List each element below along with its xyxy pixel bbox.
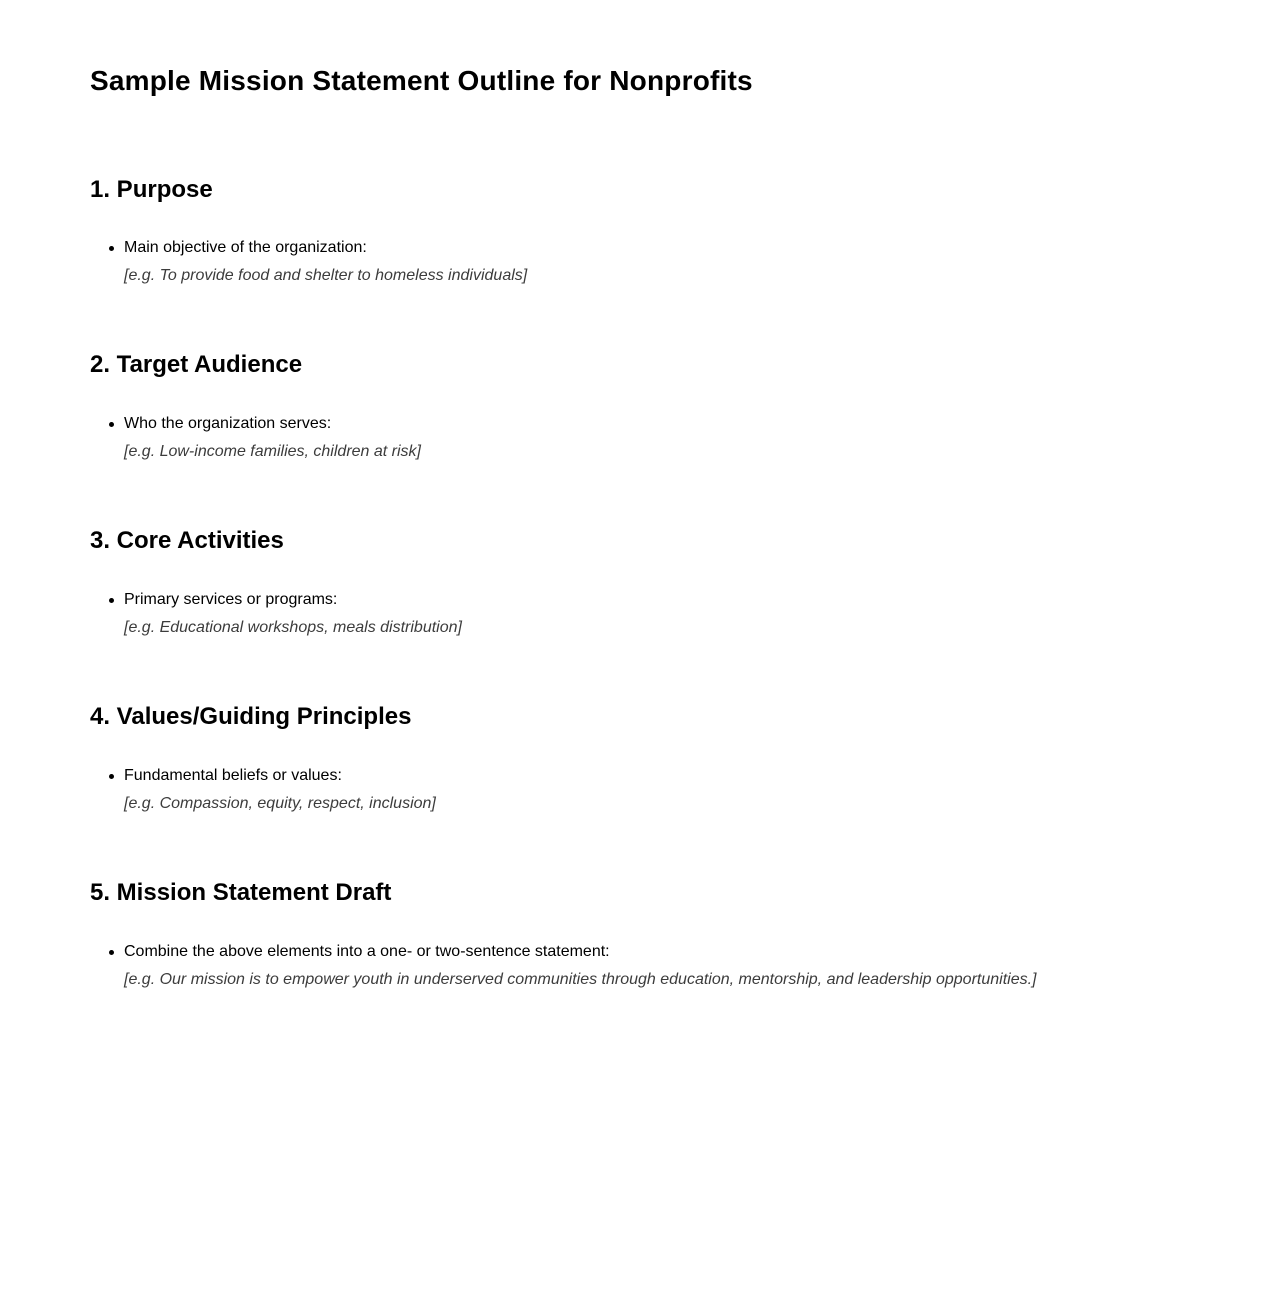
bullet-example: [e.g. Compassion, equity, respect, inclusion] [124,794,436,812]
bullet-example: [e.g. To provide food and shelter to homeless individuals] [124,267,528,285]
bullet-example: [e.g. Low-income families, children at risk] [124,443,421,461]
list-item [124,234,1188,290]
bullet-list [90,586,1188,642]
bullet-prompt: Combine the above elements into a one- or two-sentence statement: [124,942,610,960]
section-heading: 5. Mission Statement Draft [90,878,392,906]
section-values-principles [90,703,1188,818]
section-heading: 3. Core Activities [90,527,284,555]
list-item [124,410,1188,466]
bullet-example: [e.g. Educational workshops, meals distribution] [124,618,462,636]
section-heading: 4. Values/Guiding Principles [90,702,412,730]
section-core-activities [90,527,1188,642]
bullet-prompt: Fundamental beliefs or values: [124,766,342,784]
list-item [124,762,1188,818]
section-target-audience [90,351,1188,466]
page-title: Sample Mission Statement Outline for Nonprofits [90,65,753,96]
bullet-list [90,762,1188,818]
bullet-prompt: Primary services or programs: [124,590,338,608]
section-heading: 2. Target Audience [90,351,303,379]
bullet-list [90,234,1188,290]
bullet-prompt: Who the organization serves: [124,415,332,433]
bullet-list [90,410,1188,466]
section-mission-statement-draft [90,879,1188,994]
bullet-example: [e.g. Our mission is to empower youth in underserved communities through education, mentorship, and leadership opportunities.] [124,970,1037,988]
section-heading: 1. Purpose [90,175,213,203]
list-item [124,938,1188,994]
list-item [124,586,1188,642]
section-purpose [90,176,1188,291]
bullet-list [90,938,1188,994]
bullet-prompt: Main objective of the organization: [124,239,367,257]
